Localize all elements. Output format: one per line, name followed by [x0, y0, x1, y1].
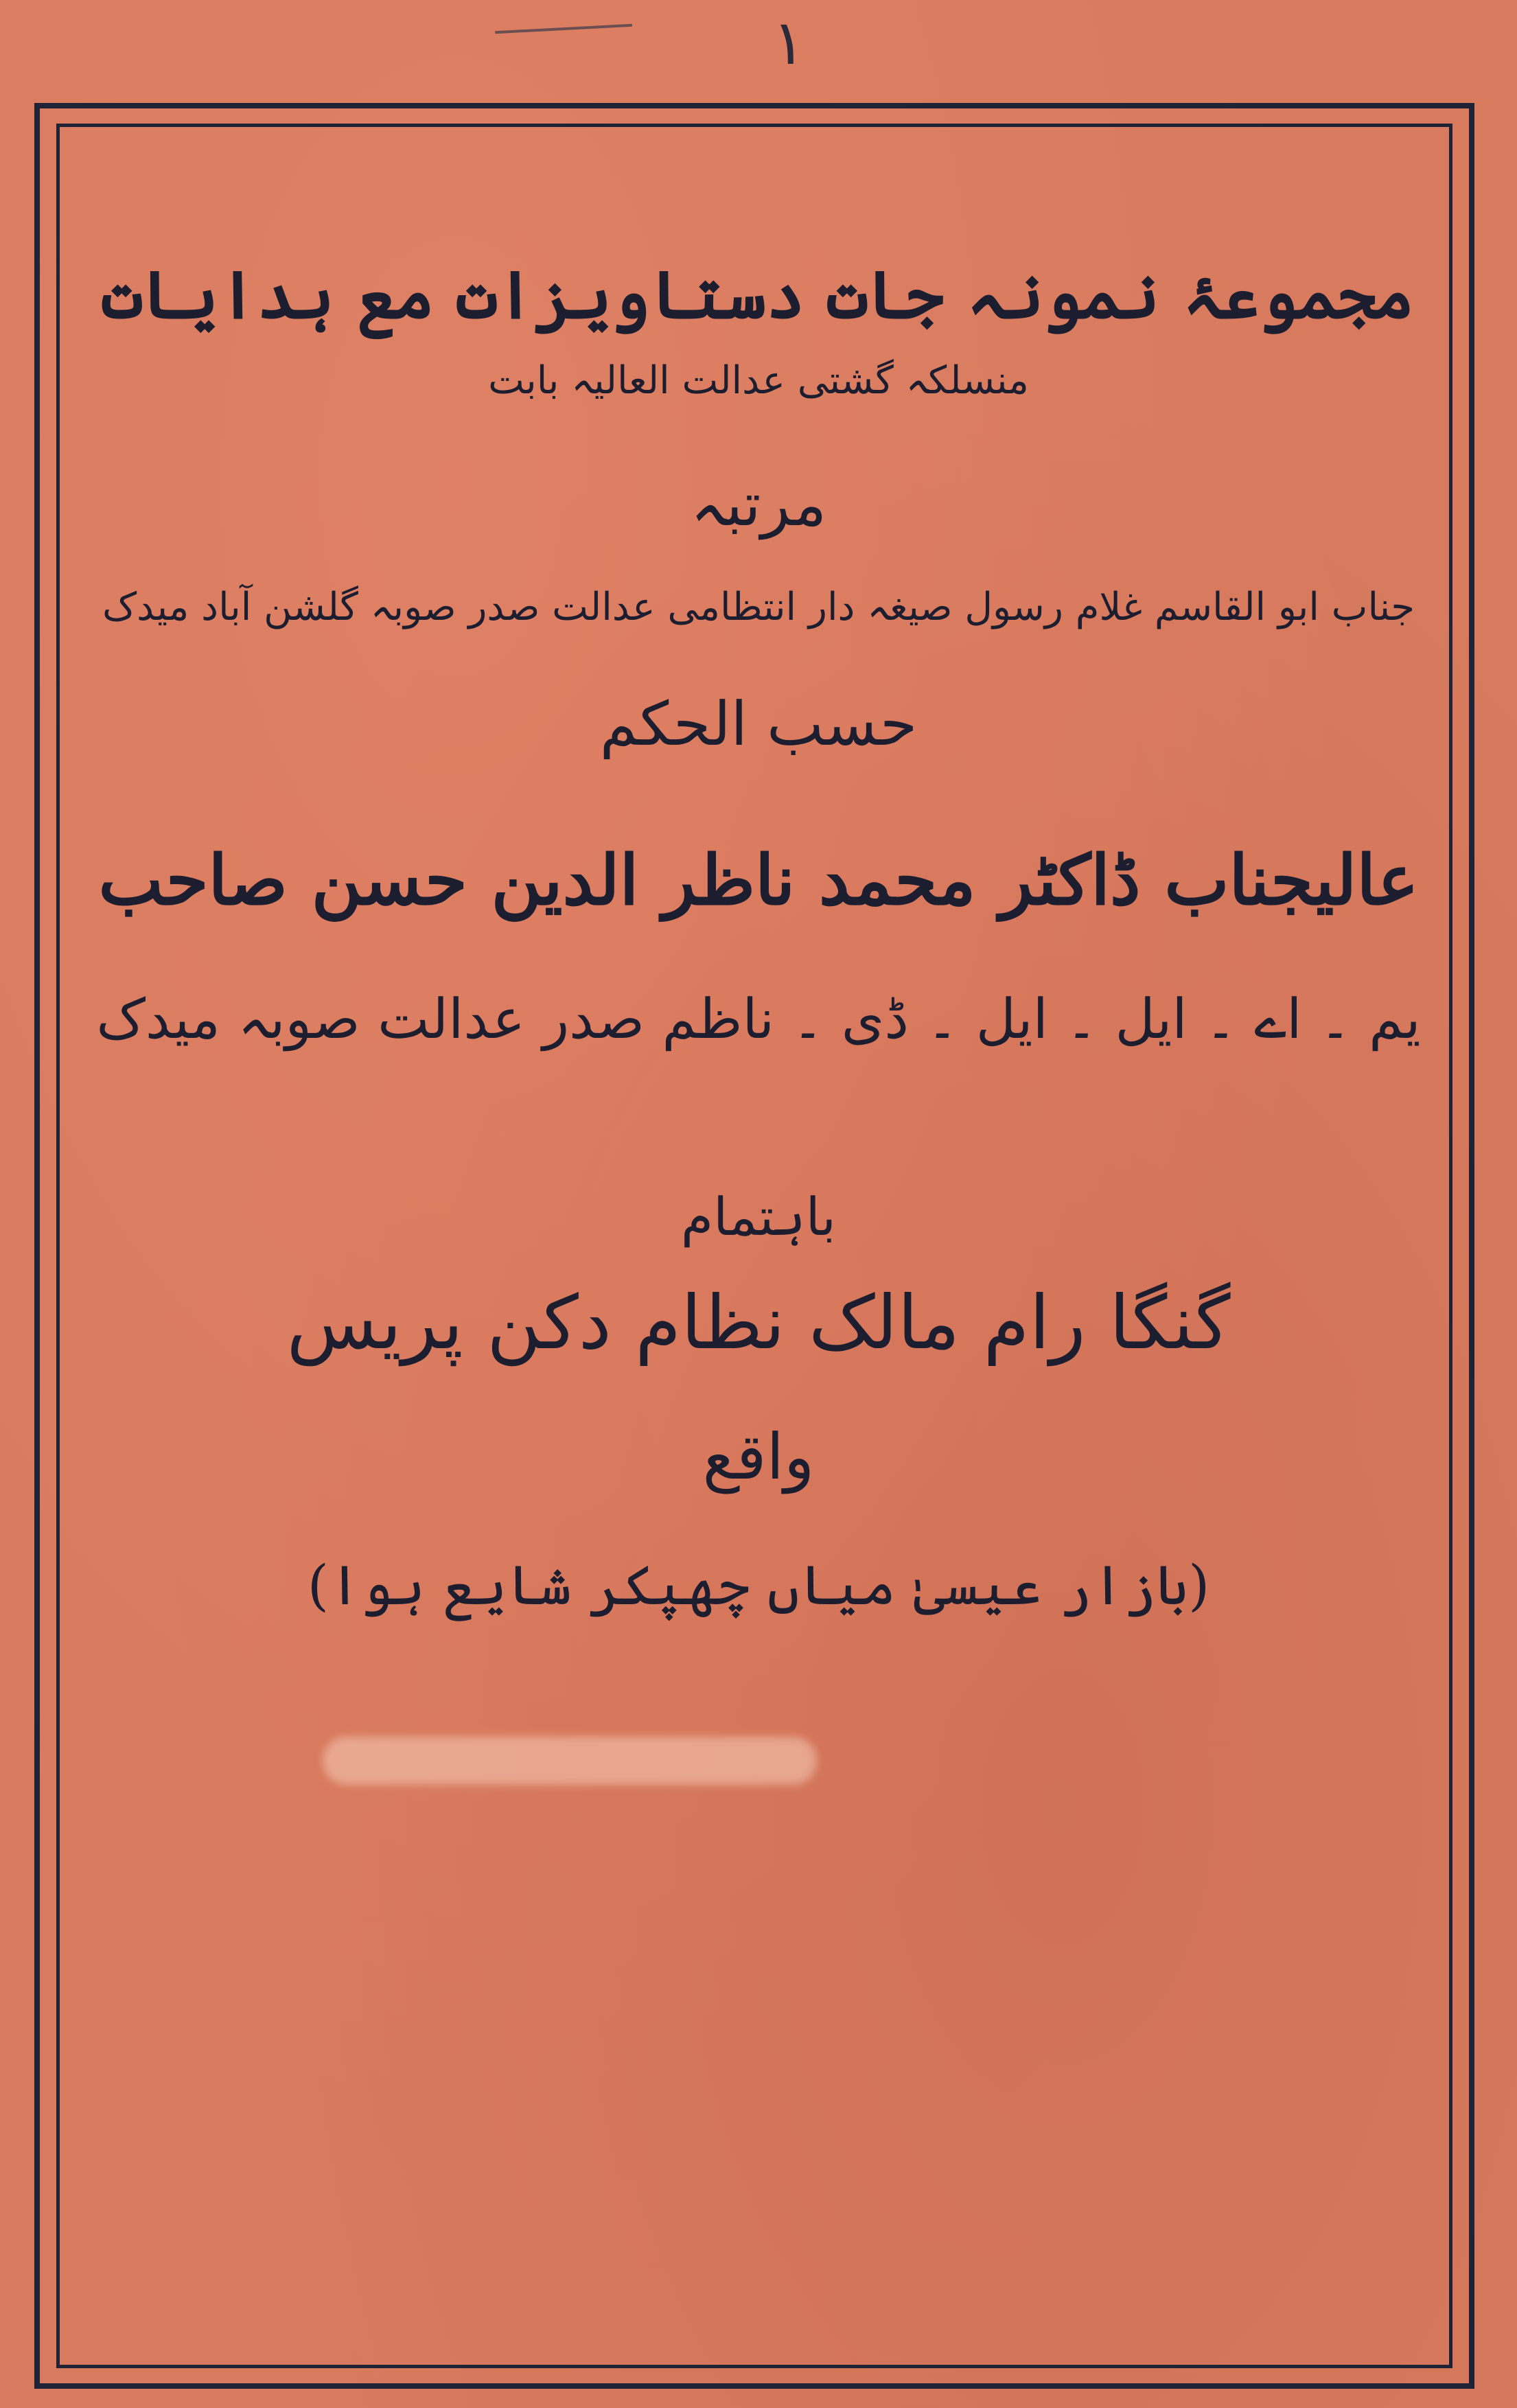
location-label: واقع [702, 1420, 815, 1494]
book-title: مجموعۂ نمونہ جات دستاویزات مع ہدایات [102, 256, 1415, 334]
top-margin-mark [494, 0, 632, 34]
publisher-name: گنگا رام مالک نظام دکن پریس [286, 1280, 1231, 1366]
patron-name: عالیجناب ڈاکٹر محمد ناظر الدین حسن صاحب [98, 840, 1419, 921]
title-page [89, 227, 1428, 2320]
compiler-label: مرتبہ [690, 469, 827, 540]
patron-credentials: یم ۔ اے ۔ ایل ۔ ایل ۔ ڈی ۔ ناظم صدر عدالت صوبہ میدک [96, 987, 1421, 1051]
subtitle: منسلکہ گشتی عدالت العالیہ بابت [488, 358, 1029, 403]
page-number: ١ [772, 9, 806, 78]
publication-location: (بازار عیسیٰ میاں چھپکر شایع ہوا) [307, 1553, 1210, 1617]
compiler-name: جناب ابو القاسم غلام رسول صیغہ دار انتظامی عدالت صدر صوبہ گلشن آباد میدک [102, 585, 1415, 629]
arranged-by-label: باہتمام [681, 1186, 836, 1247]
by-order-label: حسب الحکم [599, 688, 918, 759]
